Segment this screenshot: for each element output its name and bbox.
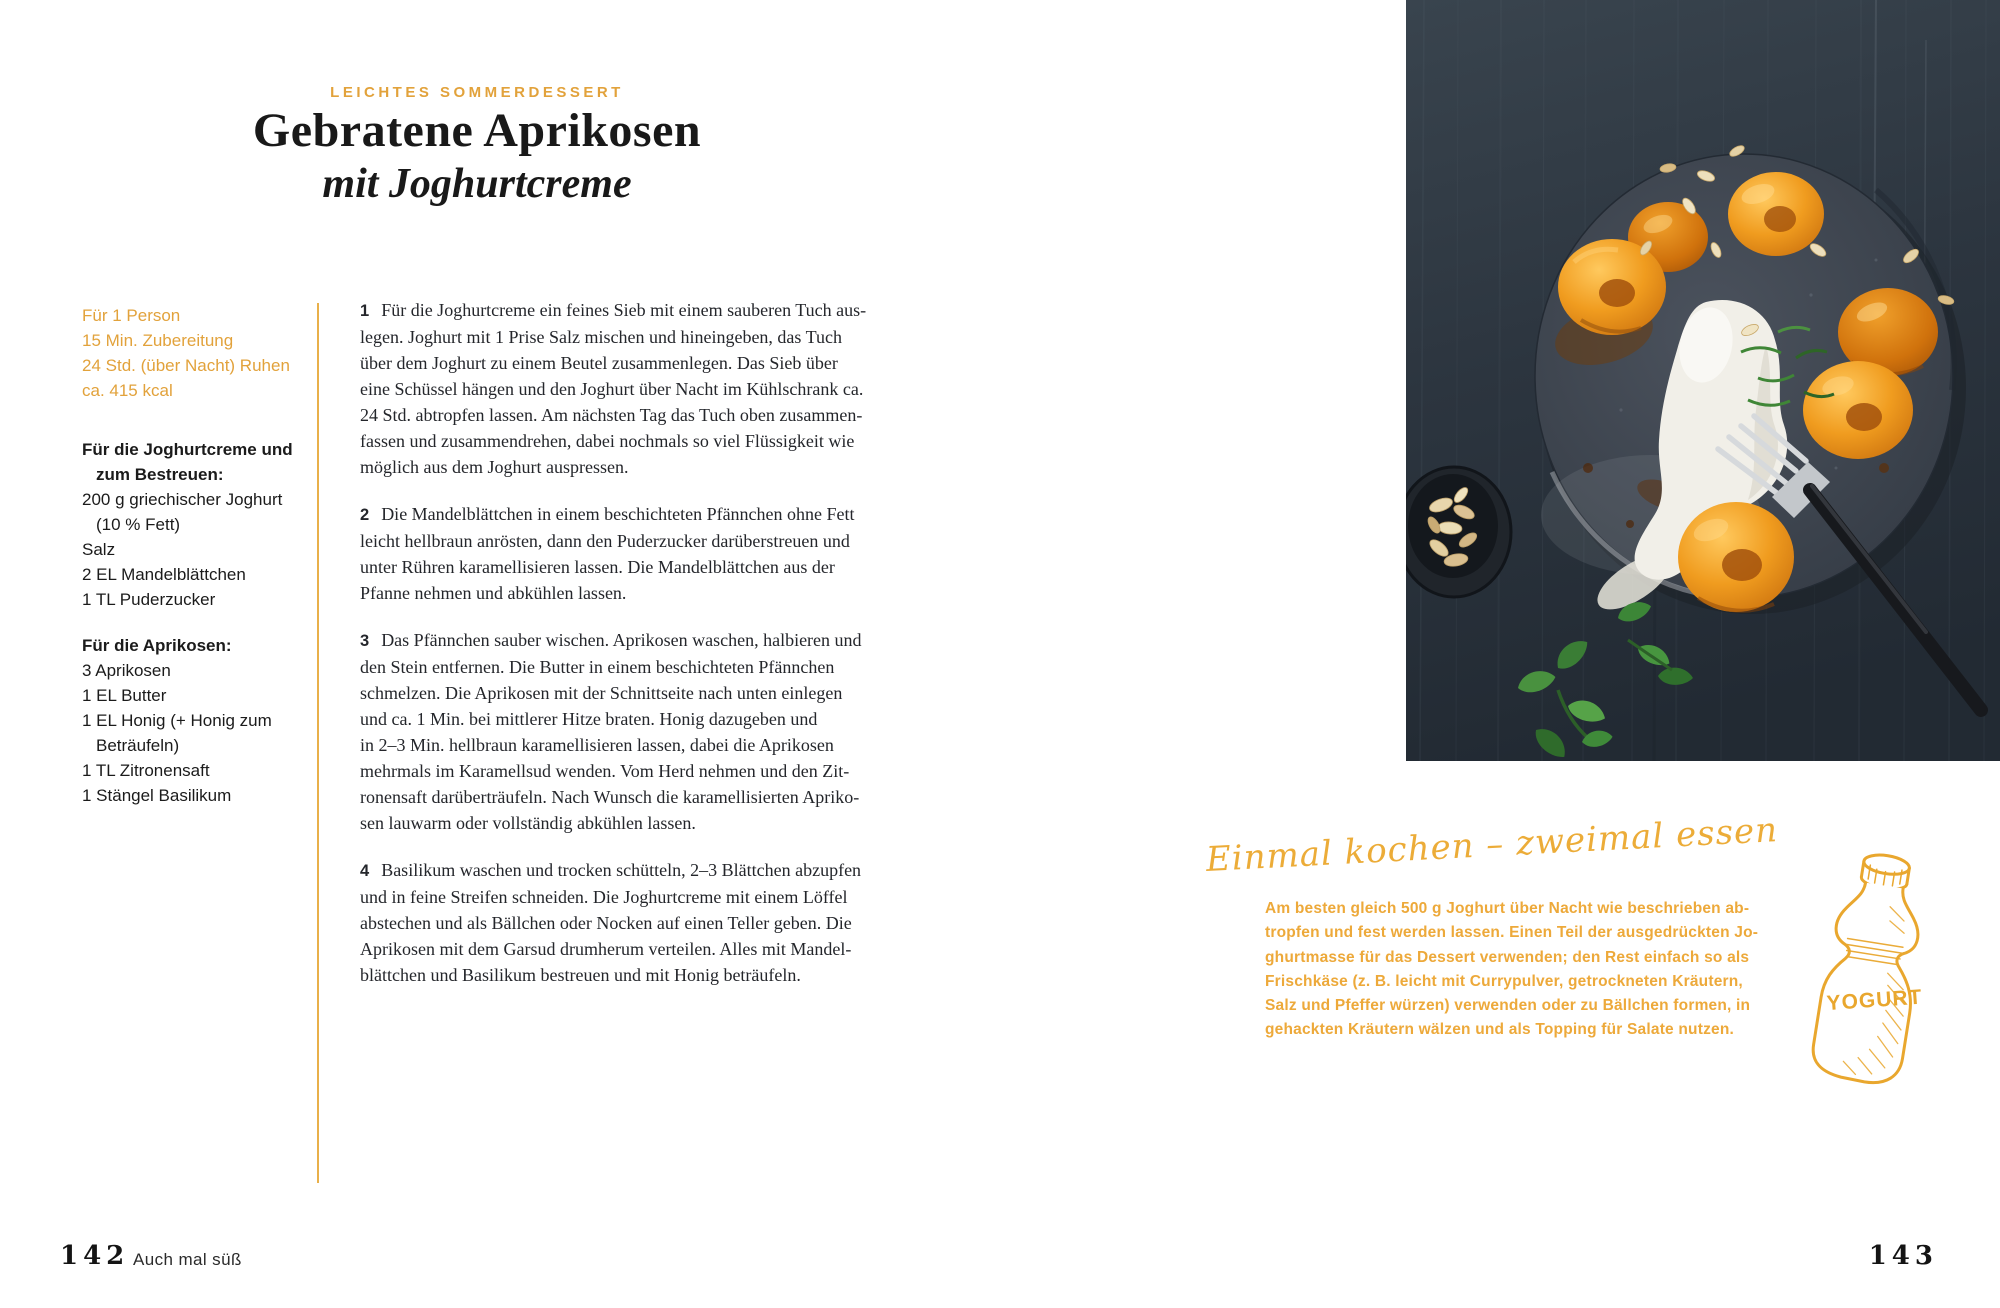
recipe-kicker: LEICHTES SOMMERDESSERT: [330, 84, 624, 101]
ingredient-line: (10 % Fett): [96, 515, 181, 534]
ingredient-line: 3 Aprikosen: [82, 661, 171, 680]
tip-text-line: tropfen und fest werden lassen. Einen Teil der ausgedrückten Jo-: [1265, 924, 1759, 942]
vertical-rule: [317, 303, 319, 1183]
recipe-title-line2: mit Joghurtcreme: [322, 161, 632, 207]
recipe-photo-image: [1406, 0, 2000, 761]
ingredient-line: Für die Joghurtcreme und: [82, 440, 293, 459]
tip-heading: Einmal kochen – zweimal essen: [1204, 810, 1779, 880]
tip-text-line: Salz und Pfeffer würzen) verwenden oder zu Bällchen formen, in: [1265, 997, 1751, 1015]
step-line: unter Rühren karamellisieren lassen. Die Mandelblättchen aus der: [360, 557, 835, 577]
step-line: Pfanne nehmen und abkühlen lassen.: [360, 583, 627, 603]
instruction-steps: [360, 297, 925, 1009]
step-lines: [360, 324, 925, 480]
ingredient-line: Für die Aprikosen:: [82, 636, 232, 655]
ingredient-line: [82, 612, 310, 633]
recipe-title-line1: Gebratene Aprikosen: [252, 104, 702, 157]
page-number-right: 143: [1868, 1241, 1938, 1271]
recipe-meta-line: 24 Std. (über Nacht) Ruhen: [82, 356, 290, 375]
tip-text: [1265, 897, 1775, 1043]
step-line: legen. Joghurt mit 1 Prise Salz mischen und hineingeben, das Tuch: [360, 327, 842, 347]
step-line: 24 Std. abtropfen lassen. Am nächsten Tag das Tuch oben zusammen-: [360, 405, 863, 425]
ingredient-line: 1 TL Puderzucker: [82, 590, 216, 609]
step-line: möglich aus dem Joghurt auspressen.: [360, 457, 629, 477]
ingredient-line: 1 Stängel Basilikum: [82, 786, 232, 805]
step-1: [360, 297, 925, 480]
apricot: [1728, 172, 1824, 256]
step-line: mehrmals im Karamellsud wenden. Vom Herd nehmen und den Zit-: [360, 761, 850, 781]
step-line: blättchen und Basilikum bestreuen und mit Honig beträufeln.: [360, 965, 801, 985]
recipe-title: [120, 103, 834, 209]
step-line: den Stein entfernen. Die Butter in einem beschichteten Pfännchen: [360, 657, 835, 677]
step-number: 3: [360, 632, 370, 650]
recipe-meta-line: ca. 415 kcal: [82, 381, 173, 400]
step-line: schmelzen. Die Aprikosen mit der Schnittseite nach unten einlegen: [360, 683, 843, 703]
recipe-meta: [82, 303, 310, 403]
page-number-left: 142: [60, 1241, 130, 1271]
step-line: [360, 627, 925, 654]
step-line: und ca. 1 Min. bei mittlerer Hitze braten. Honig dazugeben und: [360, 709, 818, 729]
step-text: Die Mandelblättchen in einem beschichteten Pfännchen ohne Fett: [381, 504, 855, 524]
ingredient-line: 1 EL Honig (+ Honig zum: [82, 711, 272, 730]
apricot: [1558, 239, 1666, 335]
almond-bowl: [1406, 467, 1511, 597]
ingredient-line: zum Bestreuen:: [96, 465, 224, 484]
step-line: und in feine Streifen schneiden. Die Joghurtcreme mit einem Löffel: [360, 887, 848, 907]
step-lines: [360, 884, 925, 988]
step-line: fassen und zusammendrehen, dabei nochmals so viel Flüssigkeit wie: [360, 431, 855, 451]
step-line: [360, 857, 925, 884]
step-4: [360, 857, 925, 988]
ingredient-line: 200 g griechischer Joghurt: [82, 490, 283, 509]
step-lines: [360, 528, 925, 606]
bottle-label: YOGURT: [1825, 985, 1924, 1016]
step-2: [360, 501, 925, 606]
step-line: ronensaft darüberträufeln. Nach Wunsch die karamellisierten Apriko-: [360, 787, 860, 807]
tip-text-line: Frischkäse (z. B. leicht mit Currypulver, getrockneten Kräutern,: [1265, 972, 1743, 990]
recipe-sidebar: [82, 303, 310, 808]
recipe-photo: [1406, 0, 2000, 761]
recipe-meta-line: 15 Min. Zubereitung: [82, 331, 234, 350]
step-text: Das Pfännchen sauber wischen. Aprikosen waschen, halbieren und: [381, 630, 862, 650]
step-text: Für die Joghurtcreme ein feines Sieb mit einem sauberen Tuch aus-: [381, 300, 867, 320]
step-number: 2: [360, 506, 370, 524]
step-text: Basilikum waschen und trocken schütteln, 2–3 Blättchen abzupfen: [381, 860, 862, 880]
ingredient-line: 1 EL Butter: [82, 686, 167, 705]
step-3: [360, 627, 925, 836]
apricot: [1678, 502, 1794, 612]
tip-text-line: ghurtmasse für das Dessert verwenden; den Rest einfach so als: [1265, 948, 1750, 966]
tip-text-line: gehackten Kräutern wälzen und als Topping für Salate nutzen.: [1265, 1021, 1735, 1039]
ingredient-line: Salz: [82, 540, 116, 559]
step-line: Aprikosen mit dem Garsud drumherum verteilen. Alles mit Mandel-: [360, 939, 852, 959]
step-number: 1: [360, 302, 370, 320]
step-line: [360, 501, 925, 528]
step-line: abstechen und als Bällchen oder Nocken auf einen Teller geben. Die: [360, 913, 852, 933]
yogurt-bottle-drawing: [1784, 845, 1964, 1090]
step-line: sen lauwarm oder vollständig abkühlen lassen.: [360, 813, 696, 833]
ingredient-line: 2 EL Mandelblättchen: [82, 565, 246, 584]
step-lines: [360, 654, 925, 836]
step-line: über dem Joghurt zu einem Beutel zusammenlegen. Das Sieb über: [360, 353, 838, 373]
ingredient-line: 1 TL Zitronensaft: [82, 761, 210, 780]
tip-text-line: Am besten gleich 500 g Joghurt über Nacht wie beschrieben ab-: [1265, 900, 1750, 917]
apricot: [1803, 361, 1913, 459]
recipe-meta-line: Für 1 Person: [82, 306, 181, 325]
step-line: in 2–3 Min. hellbraun karamellisieren lassen, dabei die Aprikosen: [360, 735, 834, 755]
step-number: 4: [360, 862, 370, 880]
ingredient-list: [82, 437, 310, 808]
chapter-label: Auch mal süß: [133, 1250, 242, 1269]
yogurt-bottle-illustration: [1784, 845, 1964, 1090]
step-line: eine Schüssel hängen und den Joghurt über Nacht im Kühlschrank ca.: [360, 379, 864, 399]
step-line: leicht hellbraun anrösten, dann den Puderzucker darüberstreuen und: [360, 531, 850, 551]
step-line: [360, 297, 925, 324]
ingredient-line: Beträufeln): [96, 736, 180, 755]
